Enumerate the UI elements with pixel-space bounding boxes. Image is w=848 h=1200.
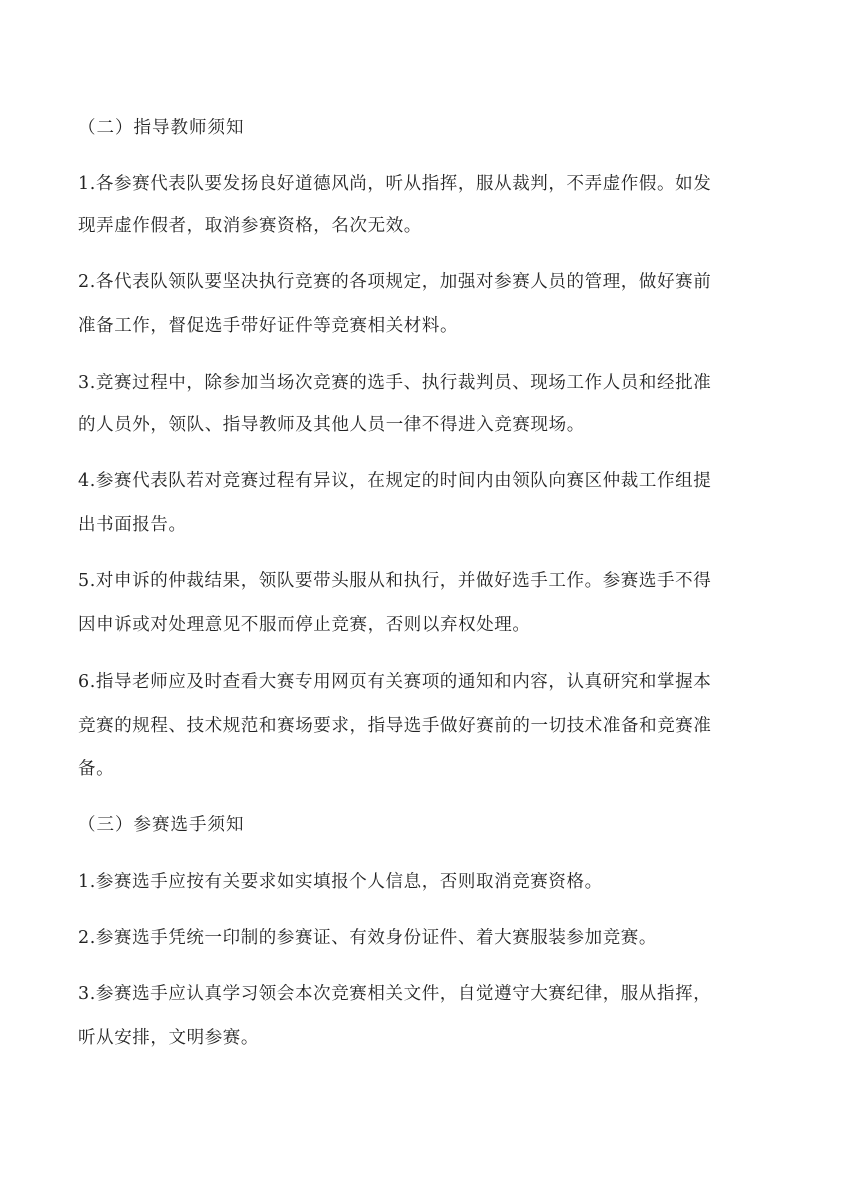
section-2-item-2-line-1: 2.各代表队领队要坚决执行竞赛的各项规定，加强对参赛人员的管理，做好赛前 — [78, 272, 712, 292]
section-2-item-2-line-2: 准备工作，督促选手带好证件等竞赛相关材料。 — [78, 316, 459, 336]
section-3-heading: （三）参赛选手须知 — [78, 815, 245, 835]
section-2-item-6-line-1: 6.指导老师应及时查看大赛专用网页有关赛项的通知和内容，认真研究和掌握本 — [78, 672, 712, 692]
section-3-item-2-line-1: 2.参赛选手凭统一印制的参赛证、有效身份证件、着大赛服装参加竞赛。 — [78, 928, 657, 948]
section-3-item-3-line-2: 听从安排，文明参赛。 — [78, 1028, 259, 1048]
section-2-item-6-line-2: 竞赛的规程、技术规范和赛场要求，指导选手做好赛前的一切技术准备和竞赛准 — [78, 716, 712, 736]
section-2-item-4-line-1: 4.参赛代表队若对竞赛过程有异议，在规定的时间内由领队向赛区仲裁工作组提 — [78, 471, 712, 491]
section-2-item-3-line-2: 的人员外，领队、指导教师及其他人员一律不得进入竞赛现场。 — [78, 415, 585, 435]
section-2-item-5-line-2: 因申诉或对处理意见不服而停止竞赛，否则以弃权处理。 — [78, 615, 531, 635]
section-2-item-6-line-3: 备。 — [78, 759, 115, 779]
section-2-item-1-line-1: 1.各参赛代表队要发扬良好道德风尚，听从指挥，服从裁判，不弄虚作假。如发 — [78, 174, 712, 194]
section-2-item-4-line-2: 出书面报告。 — [78, 515, 187, 535]
section-2-heading: （二）指导教师须知 — [78, 118, 245, 138]
section-2-item-5-line-1: 5.对申诉的仲裁结果，领队要带头服从和执行，并做好选手工作。参赛选手不得 — [78, 571, 712, 591]
section-2-item-1-line-2: 现弄虚作假者，取消参赛资格，名次无效。 — [78, 216, 422, 236]
section-2-item-3-line-1: 3.竞赛过程中，除参加当场次竞赛的选手、执行裁判员、现场工作人员和经批准 — [78, 373, 712, 393]
section-3-item-3-line-1: 3.参赛选手应认真学习领会本次竞赛相关文件，自觉遵守大赛纪律，服从指挥， — [78, 984, 712, 1004]
section-3-item-1-line-1: 1.参赛选手应按有关要求如实填报个人信息，否则取消竞赛资格。 — [78, 872, 603, 892]
